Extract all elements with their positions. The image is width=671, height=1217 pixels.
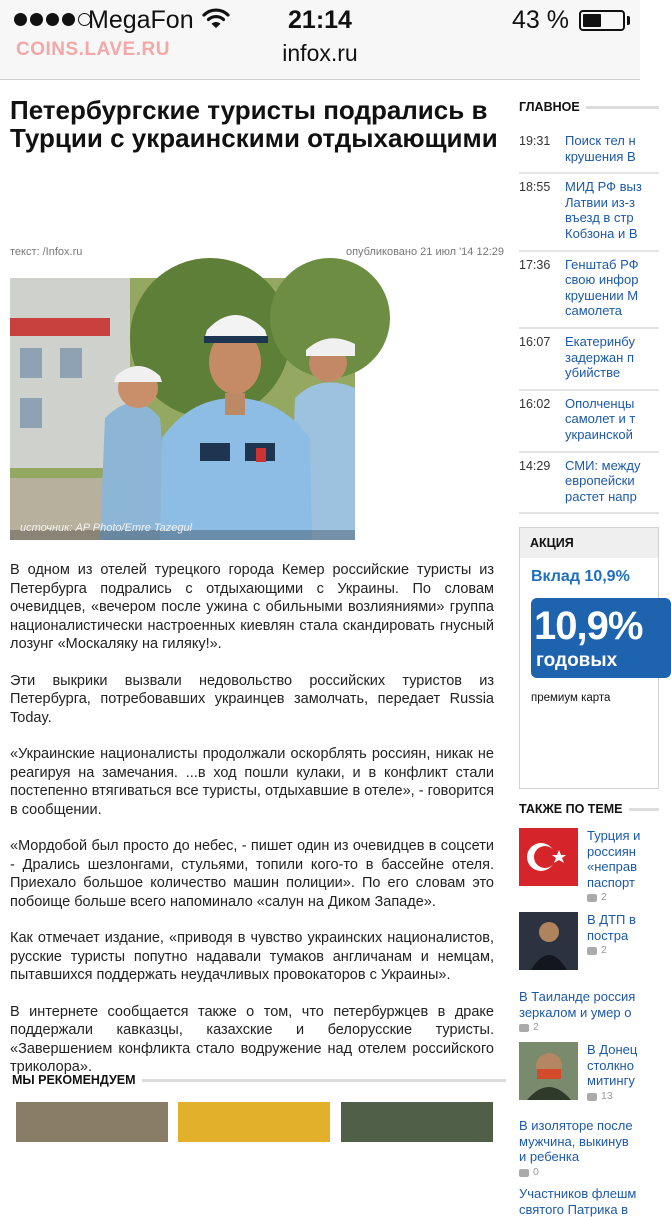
person-thumbnail xyxy=(519,912,578,970)
news-link-line: Ополченцы xyxy=(565,395,635,411)
news-time: 16:02 xyxy=(519,396,551,411)
comment-count-value: 2 xyxy=(601,891,607,904)
masked-person-thumbnail xyxy=(519,1042,578,1100)
article-paragraph: Эти выкрики вызвали недовольство российских туристов из Петербурга, потребовавших украинцев замолчать, передает Russia Today. xyxy=(10,672,494,726)
news-link[interactable] xyxy=(565,458,640,505)
battery-nub xyxy=(627,16,630,25)
news-link[interactable] xyxy=(565,179,642,241)
heading-rule xyxy=(629,808,659,811)
carrier-name: MegaFon xyxy=(88,6,194,34)
sidebar xyxy=(519,80,643,1217)
comment-icon xyxy=(587,1093,597,1101)
comment-count xyxy=(587,1089,637,1105)
news-link-line: СМИ: между xyxy=(565,457,641,473)
watermark: COINS.LAVE.RU xyxy=(16,39,170,60)
recommend-heading-text: МЫ РЕКОМЕНДУЕМ xyxy=(12,1073,136,1087)
comment-count-value: 0 xyxy=(533,1165,539,1178)
related-heading-text: ТАКЖЕ ПО ТЕМЕ xyxy=(519,802,623,816)
promo-heading: АКЦИЯ xyxy=(520,528,658,558)
related-link[interactable] xyxy=(519,1118,633,1180)
news-link[interactable] xyxy=(565,396,635,443)
news-link-line: въезд в стр xyxy=(565,210,634,226)
battery-level-fill xyxy=(583,14,601,27)
article-paragraph: В одном из отелей турецкого города Кемер российские туристы из Петербурга подрались с отдыхающими с Украины. По словам очевидцев, «вечером после ужина с обильными возлияниями» группа националистически настроенных киевлян стала скандировать гнусный лозунг «Москаляку на гиляку!». xyxy=(10,562,494,652)
related-link[interactable] xyxy=(587,828,640,906)
news-time: 19:31 xyxy=(519,134,551,148)
heading-rule xyxy=(142,1079,506,1082)
main-news-list xyxy=(519,128,659,514)
comment-icon xyxy=(519,1024,529,1032)
related-link-line: паспорт xyxy=(587,874,635,890)
comment-icon xyxy=(519,1169,529,1177)
comment-count xyxy=(519,1165,633,1181)
promo-footer: премиум карта xyxy=(531,692,611,704)
comment-count-value: 13 xyxy=(601,1089,613,1102)
news-item[interactable] xyxy=(519,329,659,391)
news-time: 16:07 xyxy=(519,334,551,349)
article-photo xyxy=(10,278,355,540)
related-link-line: мужчина, выкинув xyxy=(519,1133,629,1149)
recommend-thumb-3[interactable] xyxy=(341,1102,493,1142)
article-author: текст: /Infox.ru xyxy=(10,246,83,258)
turkey-flag-thumbnail xyxy=(519,828,578,886)
comment-count xyxy=(587,890,640,906)
related-link-line: зеркалом и умер о xyxy=(519,1004,632,1020)
news-link[interactable] xyxy=(565,257,639,319)
news-time: 18:55 xyxy=(519,180,551,195)
related-link[interactable] xyxy=(519,989,635,1036)
comment-icon xyxy=(587,947,597,955)
news-link[interactable] xyxy=(565,133,636,164)
news-link[interactable] xyxy=(565,334,635,381)
related-link[interactable] xyxy=(519,1186,636,1217)
address-bar[interactable]: infox.ru xyxy=(282,40,358,66)
promo-card xyxy=(531,598,671,678)
news-link-line: Поиск тел н xyxy=(565,133,636,148)
news-link-line: самолета xyxy=(565,303,623,319)
news-link-line: крушении М xyxy=(565,287,639,303)
related-heading xyxy=(519,802,659,816)
comment-count-value: 2 xyxy=(601,944,607,957)
article-title: Петербургские туристы подрались в Турции с украинскими отдыхающими xyxy=(10,95,498,153)
main-news-heading xyxy=(519,100,659,114)
recommend-section-heading xyxy=(12,1073,506,1087)
related-link[interactable] xyxy=(587,1042,637,1104)
article-published-date: опубликовано 21 июл '14 12:29 xyxy=(345,246,504,258)
related-link-line: столкно xyxy=(587,1057,634,1073)
news-link-line: убийстве xyxy=(565,365,621,381)
browser-top-bar xyxy=(0,0,640,80)
news-link-line: самолет и т xyxy=(565,411,636,427)
news-link-line: растет напр xyxy=(565,488,637,504)
promo-rate: 10,9% xyxy=(534,604,643,648)
news-item[interactable] xyxy=(519,391,659,453)
news-time: 14:29 xyxy=(519,458,551,473)
news-item[interactable] xyxy=(519,252,659,329)
news-link-line: украинской xyxy=(565,426,633,442)
article-paragraph: «Мордобой был просто до небес, - пишет один из очевидцев в соцсети - Дрались шезлонгами, стульями, топили кого-то в бассейне отеля. Приехало большое количество машин полиции». По его словам это побоище больше всего напоминало «салун на Диком Западе». xyxy=(10,838,494,910)
related-link-line: постра xyxy=(587,927,629,943)
article-paragraph: Как отмечает издание, «приводя в чувство украинских националистов, русские туристы попутно надавали тумаков англичанам и немцам, пытавшихся поддержать неудачливых провокаторов с Украины». xyxy=(10,930,494,983)
related-link-line: «неправ xyxy=(587,859,638,875)
photo-caption: источник: AP Photo/Emre Tazegul xyxy=(20,522,193,534)
clock: 21:14 xyxy=(288,6,352,34)
related-link-line: Турция и xyxy=(587,828,641,843)
related-link-line: В Таиланде россия xyxy=(519,989,636,1004)
section-heading xyxy=(12,1073,506,1087)
article-paragraph: «Украинские националисты продолжали оскорблять россиян, никак не реагируя на замечания. ...в ход пошли кулаки, и в конфликт стали постепенно втягиваться все туристы, отдыхавшие в отеле», - говорится в сообщении. xyxy=(10,746,494,818)
news-item[interactable] xyxy=(519,128,659,174)
news-item[interactable] xyxy=(519,174,659,251)
recommend-thumb-2[interactable] xyxy=(178,1102,330,1142)
news-link-line: Кобзона и В xyxy=(565,225,638,241)
related-link-line: В Донец xyxy=(587,1042,638,1057)
news-link-line: МИД РФ выз xyxy=(565,179,642,195)
article-body xyxy=(10,561,494,1095)
status-bar xyxy=(0,0,640,40)
related-link[interactable] xyxy=(587,912,636,959)
comment-count xyxy=(519,1020,635,1036)
related-link-line: россиян xyxy=(587,843,636,859)
related-link-line: В изоляторе после xyxy=(519,1118,633,1133)
main-news-heading-text: ГЛАВНОЕ xyxy=(519,100,580,114)
comment-count xyxy=(587,943,636,959)
heading-rule xyxy=(586,106,659,109)
promo-rate-unit: годовых xyxy=(536,650,618,671)
related-link-line: и ребенка xyxy=(519,1149,580,1165)
news-link-line: Латвии из-з xyxy=(565,194,635,210)
related-link-line: митингу xyxy=(587,1073,635,1089)
news-link-line: свою инфор xyxy=(565,272,639,288)
recommend-thumb-1[interactable] xyxy=(16,1102,168,1142)
comment-icon xyxy=(587,894,597,902)
promo-banner[interactable] xyxy=(519,527,659,789)
related-link-line: святого Патрика в xyxy=(519,1201,629,1217)
battery-percent: 43 % xyxy=(512,6,569,34)
news-item[interactable] xyxy=(519,453,659,515)
news-link-line: задержан п xyxy=(565,349,634,365)
article-paragraph: В интернете сообщается также о том, что петербуржцев в драке поддержали кавказцы, казахские и белорусские туристы. «Завершением конфликта стало водружение над отелем российского триколора». xyxy=(10,1003,494,1075)
related-link-line: Участников флешм xyxy=(519,1186,637,1201)
battery-icon xyxy=(579,10,625,31)
police-officers-image xyxy=(10,278,355,540)
news-link-line: европейски xyxy=(565,473,635,489)
news-link-line: Генштаб РФ xyxy=(565,256,639,272)
news-link-line: Екатеринбу xyxy=(565,333,635,349)
news-time: 17:36 xyxy=(519,257,551,272)
recommend-thumbnails xyxy=(16,1102,502,1142)
article-meta xyxy=(10,246,504,258)
related-link-line: В ДТП в xyxy=(587,912,636,927)
promo-deposit: Вклад 10,9% xyxy=(531,568,630,585)
news-link-line: крушения В xyxy=(565,148,636,164)
comment-count-value: 2 xyxy=(533,1021,539,1034)
